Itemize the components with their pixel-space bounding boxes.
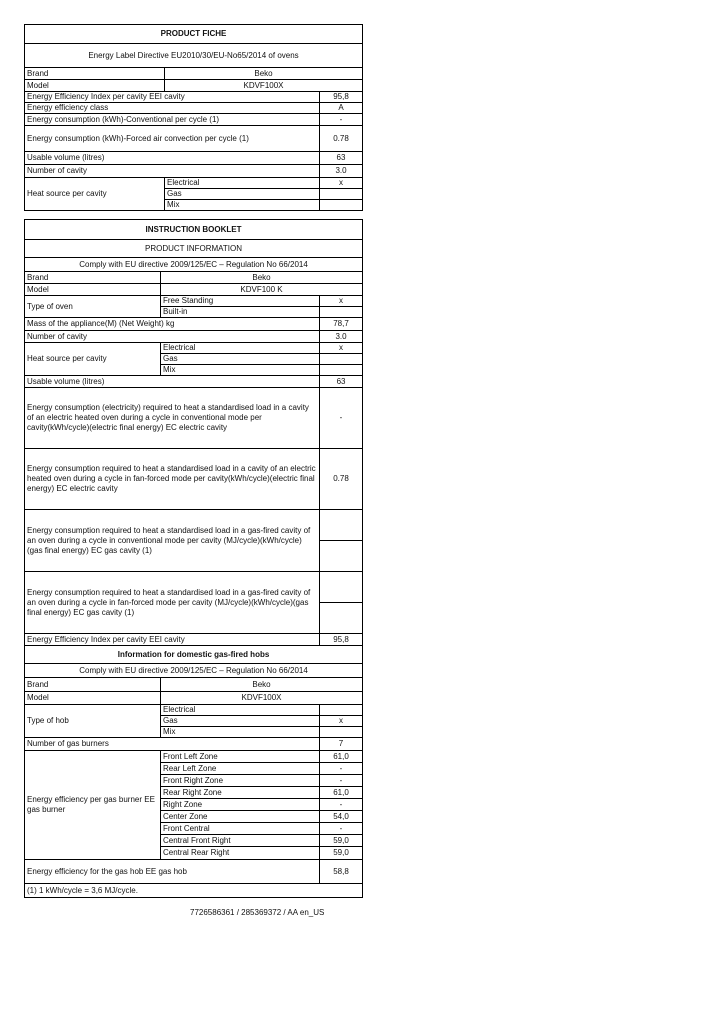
hobs-note: (1) 1 kWh/cycle = 3,6 MJ/cycle. bbox=[25, 884, 363, 898]
hobs-zone-label: Rear Left Zone bbox=[161, 763, 320, 775]
booklet-type-row-value bbox=[320, 307, 363, 318]
booklet-brand: Beko bbox=[161, 272, 363, 284]
booklet-cavity: 3.0 bbox=[320, 331, 363, 343]
hobs-model-label: Model bbox=[25, 692, 161, 705]
booklet-mass: 78,7 bbox=[320, 318, 363, 331]
fiche-cavity-label: Number of cavity bbox=[25, 165, 320, 178]
fiche-forced-label: Energy consumption (kWh)-Forced air convection per cycle (1) bbox=[25, 126, 320, 152]
booklet-gas-conv-value bbox=[320, 510, 363, 541]
fiche-conv: - bbox=[320, 114, 363, 126]
booklet-gas-forced-label: Energy consumption required to heat a standardised load in a gas-fired cavity of an oven during a cycle in fan-forced mode per cavity (MJ/cycle)(kWh/cycle)(gas final energy) EC gas cavity (1) bbox=[25, 572, 320, 634]
fiche-forced: 0.78 bbox=[320, 126, 363, 152]
booklet-gas-conv-value bbox=[320, 541, 363, 572]
booklet-ec-conv-label: Energy consumption (electricity) required to heat a standardised load in a cavity of an electric heated oven during a cycle in conventional mode per cavity(kWh/cycle)(electric final energy) EC electric cavity bbox=[25, 388, 320, 449]
booklet-ec-conv: - bbox=[320, 388, 363, 449]
booklet-model-label: Model bbox=[25, 284, 161, 296]
fiche-model-label: Model bbox=[25, 80, 165, 92]
hobs-brand: Beko bbox=[161, 678, 363, 692]
hobs-zone-label: Front Central bbox=[161, 823, 320, 835]
hobs-ee-hob-label: Energy efficiency for the gas hob EE gas hob bbox=[25, 860, 320, 884]
booklet-heat-row-label: Mix bbox=[161, 365, 320, 376]
fiche-class: A bbox=[320, 103, 363, 114]
fiche-heat-row-label: Electrical bbox=[165, 178, 320, 189]
hobs-model: KDVF100X bbox=[161, 692, 363, 705]
hobs-zone-value: 61,0 bbox=[320, 751, 363, 763]
booklet-ec-forced-label: Energy consumption required to heat a standardised load in a cavity of an electric heated oven during a cycle in fan-forced mode per cavity(kWh/cycle)(electric final energy) EC electric cavity bbox=[25, 449, 320, 510]
fiche-heat-row-label: Gas bbox=[165, 189, 320, 200]
hobs-zone-value: 54,0 bbox=[320, 811, 363, 823]
booklet-heat-row-value: x bbox=[320, 343, 363, 354]
fiche-heat-row-label: Mix bbox=[165, 200, 320, 211]
booklet-eei: 95,8 bbox=[320, 634, 363, 646]
fiche-model: KDVF100X bbox=[165, 80, 363, 92]
hobs-zone-label: Central Front Right bbox=[161, 835, 320, 847]
hobs-type-row-label: Gas bbox=[161, 716, 320, 727]
hobs-burners: 7 bbox=[320, 738, 363, 751]
booklet-brand-label: Brand bbox=[25, 272, 161, 284]
hobs-zone-value: - bbox=[320, 823, 363, 835]
booklet-cavity-label: Number of cavity bbox=[25, 331, 320, 343]
booklet-volume: 63 bbox=[320, 376, 363, 388]
booklet-heat-row-label: Electrical bbox=[161, 343, 320, 354]
booklet-heat-row-value bbox=[320, 365, 363, 376]
booklet-type-row-value: x bbox=[320, 296, 363, 307]
hobs-zone-value: 59,0 bbox=[320, 847, 363, 860]
fiche-eei-label: Energy Efficiency Index per cavity EEI cavity bbox=[25, 92, 320, 103]
hobs-zone-value: - bbox=[320, 799, 363, 811]
hobs-brand-label: Brand bbox=[25, 678, 161, 692]
hobs-zone-label: Center Zone bbox=[161, 811, 320, 823]
hobs-zone-value: 61,0 bbox=[320, 787, 363, 799]
booklet-directive: Comply with EU directive 2009/125/EC – Regulation No 66/2014 bbox=[25, 258, 363, 272]
hobs-type-label: Type of hob bbox=[25, 705, 161, 738]
hobs-zone-label: Front Left Zone bbox=[161, 751, 320, 763]
hobs-type-row-label: Electrical bbox=[161, 705, 320, 716]
fiche-eei: 95,8 bbox=[320, 92, 363, 103]
booklet-ec-forced: 0.78 bbox=[320, 449, 363, 510]
instruction-booklet-table bbox=[24, 219, 363, 898]
hobs-burners-label: Number of gas burners bbox=[25, 738, 320, 751]
booklet-heat-row-label: Gas bbox=[161, 354, 320, 365]
booklet-gas-conv-label: Energy consumption required to heat a standardised load in a gas-fired cavity of an oven during a cycle in conventional mode per cavity (MJ/cycle)(kWh/cycle)(gas final energy) EC gas cavity (1) bbox=[25, 510, 320, 572]
fiche-brand: Beko bbox=[165, 68, 363, 80]
fiche-heat-row-value bbox=[320, 200, 363, 211]
fiche-heat-label: Heat source per cavity bbox=[25, 178, 165, 211]
fiche-cavity: 3.0 bbox=[320, 165, 363, 178]
booklet-gas-forced-value bbox=[320, 572, 363, 603]
hobs-directive: Comply with EU directive 2009/125/EC – Regulation No 66/2014 bbox=[25, 664, 363, 678]
hobs-ee-label: Energy efficiency per gas burner EE gas burner bbox=[25, 751, 161, 860]
booklet-heat-label: Heat source per cavity bbox=[25, 343, 161, 376]
booklet-title: INSTRUCTION BOOKLET bbox=[25, 220, 363, 240]
fiche-volume-label: Usable volume (litres) bbox=[25, 152, 320, 165]
hobs-type-row-label: Mix bbox=[161, 727, 320, 738]
booklet-type-row-label: Free Standing bbox=[161, 296, 320, 307]
hobs-type-row-value: x bbox=[320, 716, 363, 727]
booklet-gas-forced-value bbox=[320, 603, 363, 634]
fiche-class-label: Energy efficiency class bbox=[25, 103, 320, 114]
fiche-directive: Energy Label Directive EU2010/30/EU-No65/2014 of ovens bbox=[25, 44, 363, 68]
booklet-model: KDVF100 K bbox=[161, 284, 363, 296]
fiche-heat-row-value bbox=[320, 189, 363, 200]
booklet-eei-label: Energy Efficiency Index per cavity EEI cavity bbox=[25, 634, 320, 646]
booklet-heat-row-value bbox=[320, 354, 363, 365]
booklet-mass-label: Mass of the appliance(M) (Net Weight) kg bbox=[25, 318, 320, 331]
hobs-zone-label: Rear Right Zone bbox=[161, 787, 320, 799]
fiche-heat-row-value: x bbox=[320, 178, 363, 189]
hobs-title: Information for domestic gas-fired hobs bbox=[25, 646, 363, 664]
fiche-title: PRODUCT FICHE bbox=[25, 25, 363, 44]
product-fiche-table bbox=[24, 24, 363, 211]
hobs-zone-value: 59,0 bbox=[320, 835, 363, 847]
booklet-type-row-label: Built-in bbox=[161, 307, 320, 318]
booklet-subtitle: PRODUCT INFORMATION bbox=[25, 240, 363, 258]
footer-code: 7726586361 / 285369372 / AA en_US bbox=[190, 908, 325, 917]
hobs-zone-label: Right Zone bbox=[161, 799, 320, 811]
fiche-volume: 63 bbox=[320, 152, 363, 165]
hobs-zone-label: Central Rear Right bbox=[161, 847, 320, 860]
hobs-ee-hob: 58,8 bbox=[320, 860, 363, 884]
hobs-type-row-value bbox=[320, 727, 363, 738]
booklet-type-label: Type of oven bbox=[25, 296, 161, 318]
fiche-brand-label: Brand bbox=[25, 68, 165, 80]
hobs-zone-value: - bbox=[320, 775, 363, 787]
hobs-zone-value: - bbox=[320, 763, 363, 775]
hobs-zone-label: Front Right Zone bbox=[161, 775, 320, 787]
hobs-type-row-value bbox=[320, 705, 363, 716]
fiche-conv-label: Energy consumption (kWh)-Conventional per cycle (1) bbox=[25, 114, 320, 126]
booklet-volume-label: Usable volume (litres) bbox=[25, 376, 320, 388]
